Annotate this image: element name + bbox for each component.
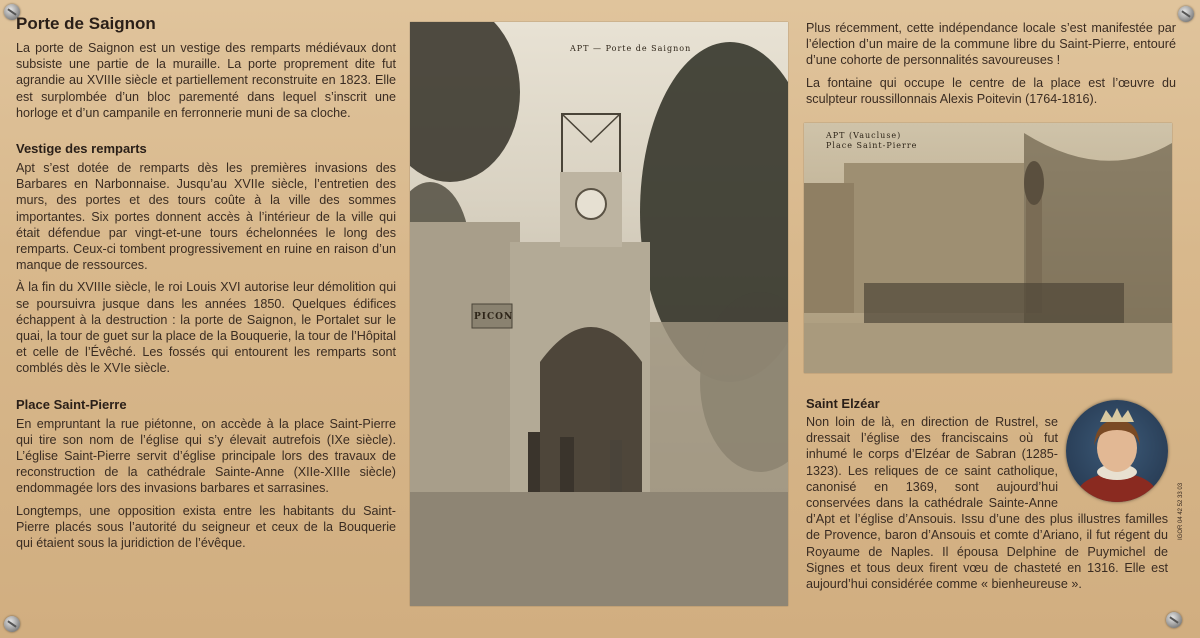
portrait-illustration [1066, 400, 1168, 502]
place-paragraph-2: Longtemps, une opposition exista entre les habitants du Saint-Pierre placés sous l’autorité du seigneur et ceux de la Bouquerie qui étaient sous la juridiction de l’évêque. [16, 503, 396, 551]
elzear-paragraph: Non loin de là, en direction de Rustrel, se dressait l’église des franciscains où fut inhumé le corps d’Elzéar de Sabran (1285-1323). Les reliques de ce saint catholique, canonisé en 1369, sont aujourd’hui conservées dans la cathédrale Sainte-Anne d’Apt et l’église d’Ansouis. Issu d’une des plus illustres familles de Provence, baron d’Ansouis et comte d’Ariano, il fut régent du Royaume de Naples. Il épousa Delphine de Puymichel de Signes et tous deux firent vœu de chasteté en 1316. Elle est aujourd’hui considérée comme « bienheureuse ». [806, 415, 1168, 592]
intro-paragraph: La porte de Saignon est un vestige des remparts médiévaux dont subsiste une partie de la muraille. La porte proprement dite fut agrandie au XVIIIe siècle et partiellement reconstruite en 1823. Elle est surplombée d’un bloc parementé dans lequel s’inscrit une horloge et d’un campanile en ferronnerie muni de sa cloche. [16, 41, 396, 120]
screw-icon [4, 616, 20, 632]
section-title-remparts: Vestige des remparts [16, 141, 147, 157]
photo-caption: APT — Porte de Saignon [570, 44, 692, 53]
right-column [806, 20, 1176, 113]
reference-text: IGOR 04 42 52 33 03 [1178, 482, 1184, 540]
square-illustration [804, 123, 1172, 373]
place-paragraph-1: En empruntant la rue piétonne, on accède à la place Saint-Pierre qui tire son nom de l’église qui s’y élevait autrefois (IXe siècle). L’église Saint-Pierre servit d’église principale lors des travaux de reconstruction de la cathédrale Sainte-Anne (XIIe-XIIIe siècle) endommagée lors des invasions barbares et sarrasines. [16, 416, 396, 496]
place-caption-2: Place Saint-Pierre [826, 141, 918, 150]
place-caption-1: APT (Vaucluse) [826, 131, 902, 140]
right-paragraph-2: La fontaine qui occupe le centre de la place est l’œuvre du sculpteur roussillonnais Alexis Poitevin (1764-1816). [806, 75, 1176, 106]
gate-illustration [410, 22, 788, 606]
saint-elzear-portrait [1066, 400, 1168, 502]
screw-icon [1166, 612, 1182, 628]
right-paragraph-1: Plus récemment, cette indépendance locale s’est manifestée par l’élection d’un maire de la commune libre du Saint-Pierre, entouré d’une cohorte de personnalités savoureuses ! [806, 21, 1176, 68]
historic-photo-place [804, 123, 1172, 373]
remparts-paragraph-2: À la fin du XVIIIe siècle, le roi Louis XVI autorise leur démolition qui se poursuivra jusque dans les années 1850. Quelques édifices échappent à la destruction : la porte de Saignon, le Portalet sur le quai, la tour de guet sur la place de la Bouquerie, la tour de l’Hôpital et celle de l’Évêché. Les fossés qui entourent les remparts sont comblés dès le XVIe siècle. [16, 280, 396, 376]
picon-sign: PICON [474, 312, 514, 322]
remparts-paragraph-1: Apt s’est dotée de remparts dès les premières invasions des Barbares en Narbonnaise. Jusqu’au XVIIe siècle, l’entretien des murs, des portes et des tours coûte à la ville des sommes importantes. Six portes donnent accès à l’intérieur de la ville qui était défendue par vingt-et-une tours échelonnées le long des remparts. Ceux-ci tombent progressivement en ruine en raison d’un manque de ressources. [16, 161, 396, 273]
section-title-elzear: Saint Elzéar [806, 396, 880, 411]
page-title: Porte de Saignon [16, 14, 156, 33]
elzear-section [806, 396, 1064, 415]
left-column [16, 14, 396, 557]
screw-icon [1178, 6, 1194, 22]
historic-photo-porte [410, 22, 788, 606]
section-title-place: Place Saint-Pierre [16, 396, 127, 412]
